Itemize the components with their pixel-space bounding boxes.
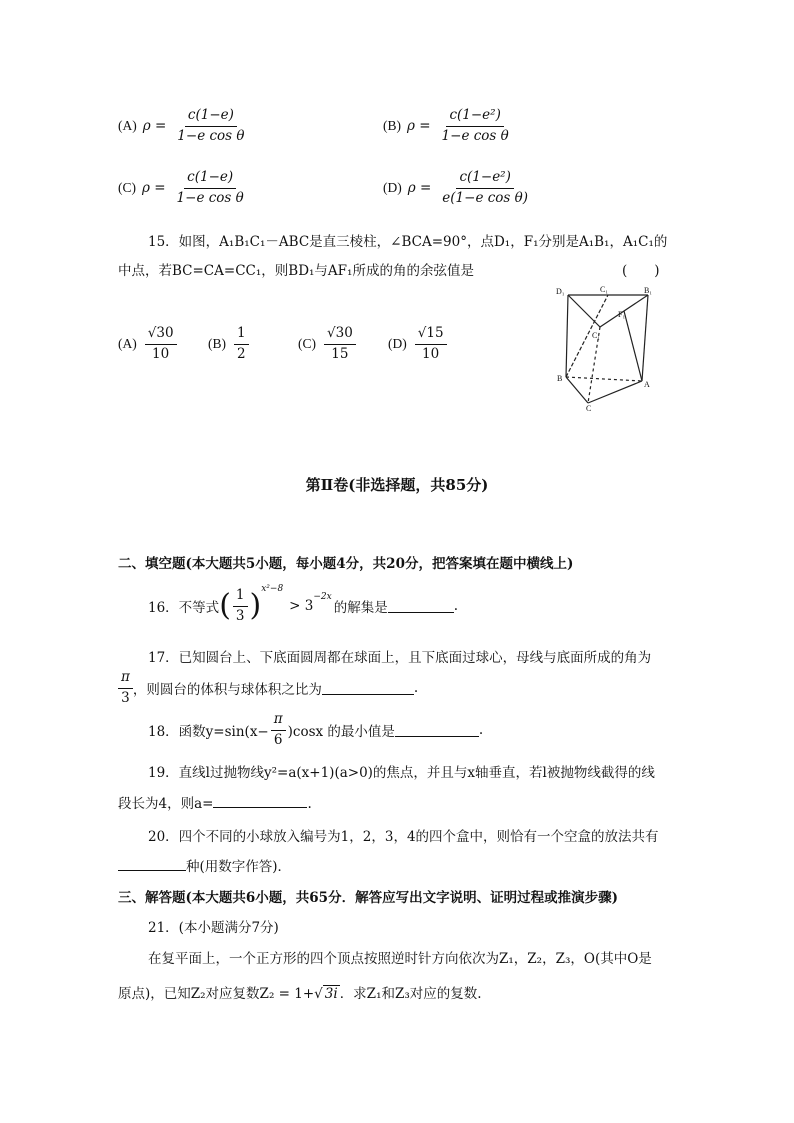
- option-fraction: [234, 326, 249, 362]
- fraction-denominator: 1−e cos θ: [441, 127, 509, 144]
- q18-fraction: [271, 712, 286, 748]
- q17-text: ，则圆台的体积与球体积之比为: [132, 682, 322, 699]
- fraction-numerator: π: [118, 670, 133, 689]
- part2-title: 第Ⅱ卷(非选择题，共85分): [305, 476, 489, 494]
- q15-option-a: [118, 326, 179, 362]
- q16-exponent: x²−8: [261, 584, 284, 594]
- segment-bd1: [566, 295, 608, 377]
- q18: [148, 712, 483, 748]
- q16-prefix: 16．不等式: [148, 600, 220, 617]
- option-label: (D): [388, 336, 407, 352]
- label-b: B: [557, 374, 563, 383]
- q21-text-a: 原点)，已知Z₂对应复数Z₂ = 1+: [118, 986, 315, 1002]
- segment-af1: [624, 311, 642, 381]
- q17-end: .: [413, 680, 419, 697]
- section3-header: 三、解答题(本大题共6小题，共65分．解答应写出文字说明、证明过程或推演步骤): [118, 890, 618, 906]
- option-fraction: [174, 108, 247, 144]
- option-label: (B): [383, 118, 401, 134]
- fraction-numerator: √15: [415, 326, 447, 345]
- label-a: A: [644, 380, 650, 389]
- edge-ab-hidden: [566, 377, 642, 381]
- fraction-denominator: 10: [422, 345, 440, 362]
- option-fraction: [439, 108, 512, 144]
- q16-mid-exponent: −2x: [313, 592, 332, 602]
- fraction-denominator: 6: [273, 731, 283, 748]
- fraction-denominator: e(1−e cos θ): [442, 189, 529, 206]
- q16-answer-blank[interactable]: [388, 599, 454, 613]
- q21-text-b: ．求Z₁和Z₃对应的复数.: [339, 986, 482, 1002]
- q20-text: 种(用数字作答)．: [186, 859, 292, 875]
- fraction-denominator: 1−e cos θ: [177, 127, 245, 144]
- q19-text: 段长为4，则a=: [118, 796, 214, 812]
- option-fraction: [415, 326, 447, 362]
- q19-end: .: [307, 796, 312, 812]
- q19-answer-blank[interactable]: [213, 794, 307, 808]
- fraction-denominator: 3: [235, 607, 245, 624]
- label-c1-top: C₁: [600, 285, 609, 294]
- label-c1-mid: C₁: [592, 331, 601, 340]
- rho-symbol: ρ =: [407, 180, 432, 197]
- fraction-numerator: π: [271, 712, 286, 731]
- fraction-numerator: c(1−e): [185, 108, 237, 127]
- q15-option-b: [208, 326, 251, 362]
- edge-ca: [588, 381, 642, 403]
- q17-line2: [118, 670, 418, 706]
- fraction-numerator: 1: [233, 588, 248, 607]
- fraction-numerator: c(1−e²): [446, 108, 503, 127]
- left-paren: (: [219, 588, 231, 624]
- q20-line2: [118, 855, 291, 875]
- q15-line2: 中点，若BC=CA=CC₁，则BD₁与AF₁所成的角的余弦值是: [118, 263, 474, 279]
- q14-option-a: [118, 108, 250, 144]
- q14-option-c: [118, 170, 249, 206]
- section2-header: 二、填空题(本大题共5小题，每小题4分，共20分，把答案填在题中横线上): [118, 556, 574, 572]
- q14-option-b: [383, 108, 514, 144]
- option-label: (C): [118, 180, 136, 196]
- q18-suffix: )cosx 的最小值是: [287, 724, 395, 741]
- q18-prefix: 18．函数y=sin(x−: [148, 724, 269, 741]
- q16-mid: > 3: [289, 598, 314, 615]
- q18-answer-blank[interactable]: [395, 723, 479, 737]
- prism-figure: [552, 283, 664, 413]
- rho-symbol: ρ =: [142, 118, 167, 135]
- option-label: (A): [118, 118, 137, 134]
- fraction-denominator: 1−e cos θ: [176, 189, 244, 206]
- q16-fraction: [233, 588, 248, 624]
- q14-option-d: [383, 170, 533, 206]
- fraction-numerator: c(1−e): [184, 170, 236, 189]
- fraction-denominator: 15: [331, 345, 349, 362]
- option-label: (A): [118, 336, 137, 352]
- q18-end: .: [478, 722, 484, 739]
- fraction-numerator: 1: [234, 326, 249, 345]
- q21-title: 21．(本小题满分7分): [148, 920, 279, 936]
- fraction-denominator: 3: [121, 689, 130, 706]
- option-fraction: [145, 326, 177, 362]
- q20-line1: 20．四个不同的小球放入编号为1，2，3，4的四个盒中，则恰有一个空盒的放法共有: [148, 829, 659, 845]
- edge-b1c1: [568, 295, 600, 327]
- q21-line2: [118, 982, 482, 1002]
- rho-symbol: ρ =: [142, 180, 166, 197]
- q16: [148, 584, 459, 624]
- q16-suffix: 的解集是: [333, 600, 388, 617]
- q16-end: .: [453, 598, 459, 615]
- label-f1: F₁: [618, 310, 626, 319]
- edge-bb1: [566, 295, 568, 377]
- q17-answer-blank[interactable]: [322, 681, 414, 695]
- q15-option-c: [298, 326, 358, 362]
- option-fraction: [174, 170, 247, 206]
- radical-sign: √: [314, 986, 323, 1002]
- radicand: 3i: [324, 986, 338, 1002]
- fraction-numerator: √30: [324, 326, 356, 345]
- label-d1: D₁: [556, 287, 565, 296]
- q15-line1: 15．如图，A₁B₁C₁－ABC是直三棱柱，∠BCA=90°，点D₁，F₁分别是A₁B₁，A₁C₁的: [148, 234, 668, 250]
- option-label: (C): [298, 336, 316, 352]
- fraction-denominator: 10: [152, 345, 170, 362]
- q21-line1: 在复平面上，一个正方形的四个顶点按照逆时针方向依次为Z₁，Z₂，Z₃，O(其中O是: [148, 951, 652, 967]
- rho-symbol: ρ =: [407, 118, 431, 135]
- edge-aa1: [642, 295, 648, 381]
- fraction-denominator: 2: [237, 345, 246, 362]
- q15-answer-paren: ( ): [622, 263, 660, 279]
- q17-line1: 17．已知圆台上、下底面圆周都在球面上，且下底面过球心，母线与底面所成的角为: [148, 650, 652, 666]
- label-b1: B₁: [644, 286, 653, 295]
- q19-line2: [118, 792, 312, 812]
- q20-answer-blank[interactable]: [118, 857, 186, 871]
- q19-line1: 19．直线l过抛物线y²=a(x+1)(a>0)的焦点，并且与x轴垂直，若l被抛物线截得的线: [148, 765, 655, 781]
- fraction-numerator: √30: [145, 326, 177, 345]
- fraction-numerator: c(1−e²): [456, 170, 513, 189]
- option-fraction: [324, 326, 356, 362]
- sqrt-symbol: [314, 985, 340, 1002]
- label-c: C: [586, 404, 592, 413]
- option-label: (D): [383, 180, 402, 196]
- q17-fraction: [118, 670, 133, 706]
- q15-option-d: [388, 326, 449, 362]
- option-label: (B): [208, 336, 226, 352]
- option-fraction: [439, 170, 531, 206]
- edge-bc: [566, 377, 588, 403]
- right-paren: ): [249, 588, 262, 624]
